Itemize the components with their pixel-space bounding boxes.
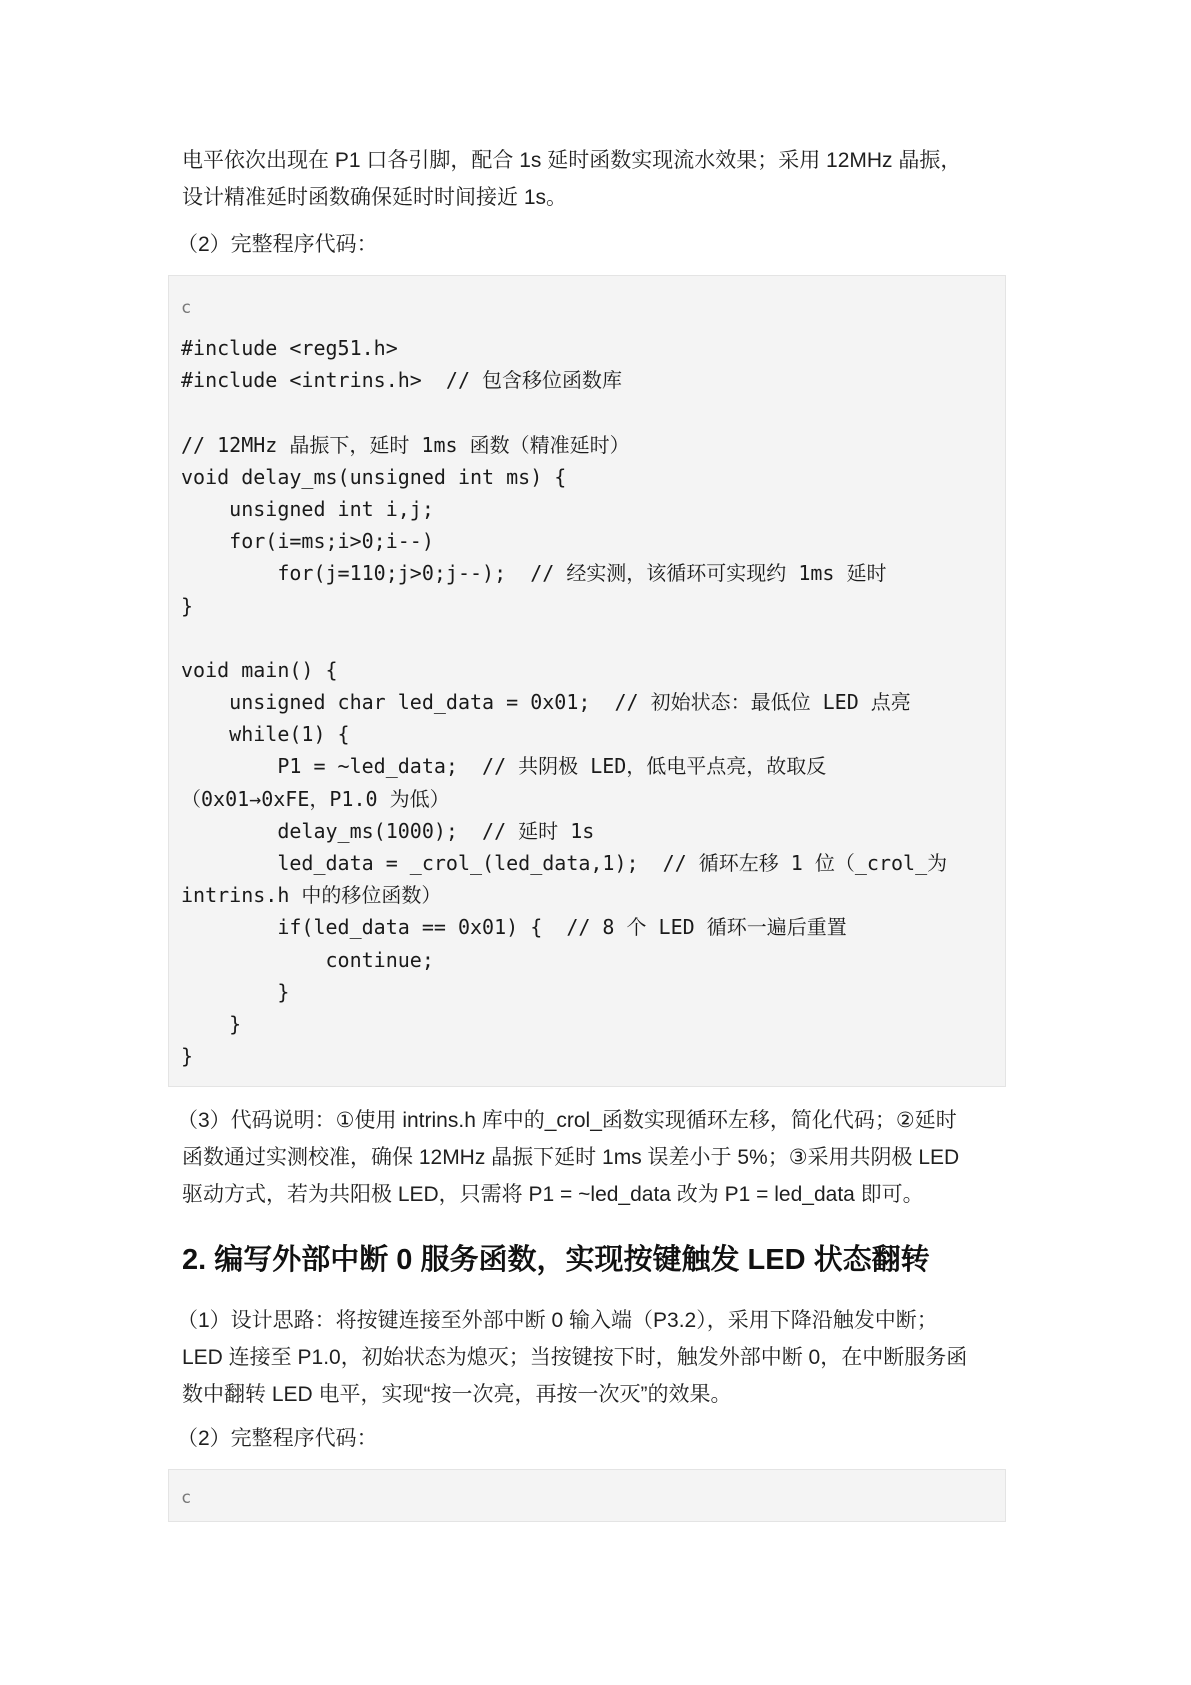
code-line: unsigned char led_data = 0x01; // 初始状态：最低位 LED 点亮 xyxy=(181,690,911,715)
code-line: #include <reg51.h> xyxy=(181,336,398,360)
section-heading: 2. 编写外部中断 0 服务函数，实现按键触发 LED 状态翻转 xyxy=(182,1244,930,1276)
code-line: delay_ms(1000); // 延时 1s xyxy=(181,818,595,843)
code-line: P1 = ~led_data; // 共阴极 LED，低电平点亮，故取反 xyxy=(181,754,827,779)
code-block-1 xyxy=(168,275,1006,1087)
code-language-label: c xyxy=(181,298,192,318)
code-line: } xyxy=(181,979,290,1004)
code-line: } xyxy=(181,593,194,618)
code-line: for(i=ms;i>0;i--) xyxy=(181,529,434,554)
code-line: void main() { xyxy=(181,657,338,682)
code-line: if(led_data == 0x01) { // 8 个 LED 循环一遍后重置 xyxy=(181,915,847,940)
code-line: led_data = _crol_(led_data,1); // 循环左移 1 位（_crol_为 xyxy=(181,851,948,875)
intro-paragraph xyxy=(182,142,1042,216)
code-line: void delay_ms(unsigned int ms) { xyxy=(181,464,567,489)
code-line: #include <intrins.h> // 包含移位函数库 xyxy=(181,368,623,393)
code-language-label: c xyxy=(181,1488,192,1508)
text-line: 电平依次出现在 P1 口各引脚，配合 1s 延时函数实现流水效果；采用 12MHz 晶振， xyxy=(182,149,962,172)
text-line: 设计精准延时函数确保延时时间接近 1s。 xyxy=(182,186,568,209)
code-lines xyxy=(181,332,947,1072)
code-block-2 xyxy=(168,1469,1006,1522)
code-caption-2: （2）完整程序代码： xyxy=(177,1427,378,1450)
text-line: （3）代码说明：①使用 intrins.h 库中的_crol_函数实现循环左移，简化代码；②延时 xyxy=(177,1109,957,1132)
code-line: for(j=110;j>0;j--); // 经实测，该循环可实现约 1ms 延时 xyxy=(181,561,887,586)
code-line: } xyxy=(181,1044,194,1069)
code-line: intrins.h 中的移位函数） xyxy=(181,883,442,908)
code-line: unsigned int i,j; xyxy=(181,496,434,521)
code-line: continue; xyxy=(181,947,434,972)
text-line: （1）设计思路：将按键连接至外部中断 0 输入端（P3.2），采用下降沿触发中断； xyxy=(177,1309,938,1332)
code-line xyxy=(181,396,947,428)
code-explanation-paragraph xyxy=(177,1102,1037,1213)
code-line xyxy=(181,622,947,654)
code-line: // 12MHz 晶振下，延时 1ms 函数（精准延时） xyxy=(181,432,630,457)
code-line: （0x01→0xFE，P1.0 为低） xyxy=(181,786,450,811)
text-line: LED 连接至 P1.0，初始状态为熄灭；当按键按下时，触发外部中断 0，在中断服务函 xyxy=(182,1346,968,1369)
text-line: 数中翻转 LED 电平，实现“按一次亮，再按一次灭”的效果。 xyxy=(182,1383,732,1406)
code-line: } xyxy=(181,1011,242,1036)
text-line: 驱动方式，若为共阳极 LED，只需将 P1 = ~led_data 改为 P1 = led_data 即可。 xyxy=(182,1183,924,1206)
design-paragraph xyxy=(177,1302,1037,1413)
code-caption-1: （2）完整程序代码： xyxy=(177,233,378,256)
code-line: while(1) { xyxy=(181,722,350,747)
text-line: 函数通过实测校准，确保 12MHz 晶振下延时 1ms 误差小于 5%；③采用共阴极 LED xyxy=(182,1146,960,1169)
